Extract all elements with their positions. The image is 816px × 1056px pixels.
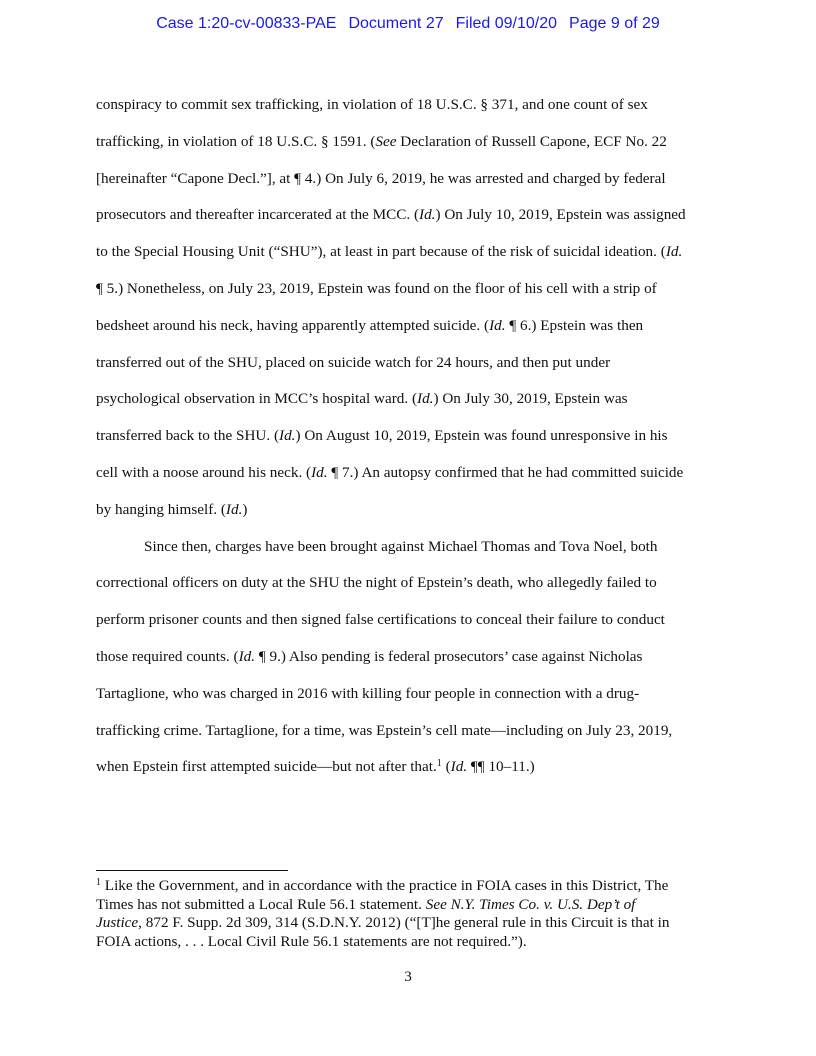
text-line: those required counts. (Id. ¶ 9.) Also pending is federal prosecutors’ case against Nicholas [96, 647, 643, 665]
footnote [96, 877, 721, 951]
ecf-header [0, 14, 816, 34]
text-line: trafficking, in violation of 18 U.S.C. § 1591. (See Declaration of Russell Capone, ECF No. 22 [96, 132, 667, 150]
text-line: conspiracy to commit sex trafficking, in violation of 18 U.S.C. § 371, and one count of sex [96, 96, 648, 113]
text-line: psychological observation in MCC’s hospital ward. (Id.) On July 30, 2019, Epstein was [96, 390, 628, 408]
document-number: Document 27 [348, 15, 444, 32]
footnote-reference: 1 [436, 758, 442, 770]
text-line: Since then, charges have been brought against Michael Thomas and Tova Noel, both [144, 537, 658, 555]
footnote-marker: 1 [96, 877, 101, 888]
case-number: Case 1:20-cv-00833-PAE [156, 15, 337, 32]
text-line: perform prisoner counts and then signed false certifications to conceal their failure to conduct [96, 611, 665, 629]
text-line: ¶ 5.) Nonetheless, on July 23, 2019, Epstein was found on the floor of his cell with a strip of [96, 279, 657, 297]
text-line: cell with a noose around his neck. (Id. ¶ 7.) An autopsy confirmed that he had committed suicide [96, 463, 684, 481]
page-number: 3 [404, 968, 412, 985]
text-line: transferred out of the SHU, placed on suicide watch for 24 hours, and then put under [96, 353, 611, 371]
page-of-total: Page 9 of 29 [569, 15, 660, 32]
text-line: prosecutors and thereafter incarcerated at the MCC. (Id.) On July 10, 2019, Epstein was assigned [96, 206, 686, 224]
filed-date: Filed 09/10/20 [455, 15, 558, 32]
text-line: when Epstein first attempted suicide—but not after that.$^1$ (Id. ¶¶ 10–11.) [96, 758, 535, 776]
footnote-line: Justice, 872 F. Supp. 2d 309, 314 (S.D.N.Y. 2012) (“[T]he general rule in this Circuit is that in [96, 914, 670, 931]
text-line: to the Special Housing Unit (“SHU”), at least in part because of the risk of suicidal ideation. (Id. [96, 243, 683, 261]
text-line: by hanging himself. (Id.) [96, 500, 248, 518]
text-line: Tartaglione, who was charged in 2016 with killing four people in connection with a drug- [96, 684, 640, 702]
text-line: bedsheet around his neck, having apparently attempted suicide. (Id. ¶ 6.) Epstein was then [96, 316, 644, 334]
text-line: trafficking crime. Tartaglione, for a time, was Epstein’s cell mate—including on July 23, 2019, [96, 721, 673, 739]
footnote-line: FOIA actions, . . . Local Civil Rule 56.1 statements are not required.”). [96, 932, 527, 950]
body-text [96, 87, 721, 786]
footnote-divider [96, 870, 288, 871]
text-line: transferred back to the SHU. (Id.) On August 10, 2019, Epstein was found unresponsive in his [96, 427, 668, 445]
text-line: correctional officers on duty at the SHU the night of Epstein’s death, who allegedly failed to [96, 574, 657, 592]
footnote-line: $^1$ Like the Government, and in accordance with the practice in FOIA cases in this District, The [96, 877, 669, 894]
footnote-line: Times has not submitted a Local Rule 56.1 statement. See N.Y. Times Co. v. U.S. Dep’t of [96, 895, 636, 913]
text-line: [hereinafter “Capone Decl.”], at ¶ 4.) On July 6, 2019, he was arrested and charged by federal [96, 169, 666, 187]
